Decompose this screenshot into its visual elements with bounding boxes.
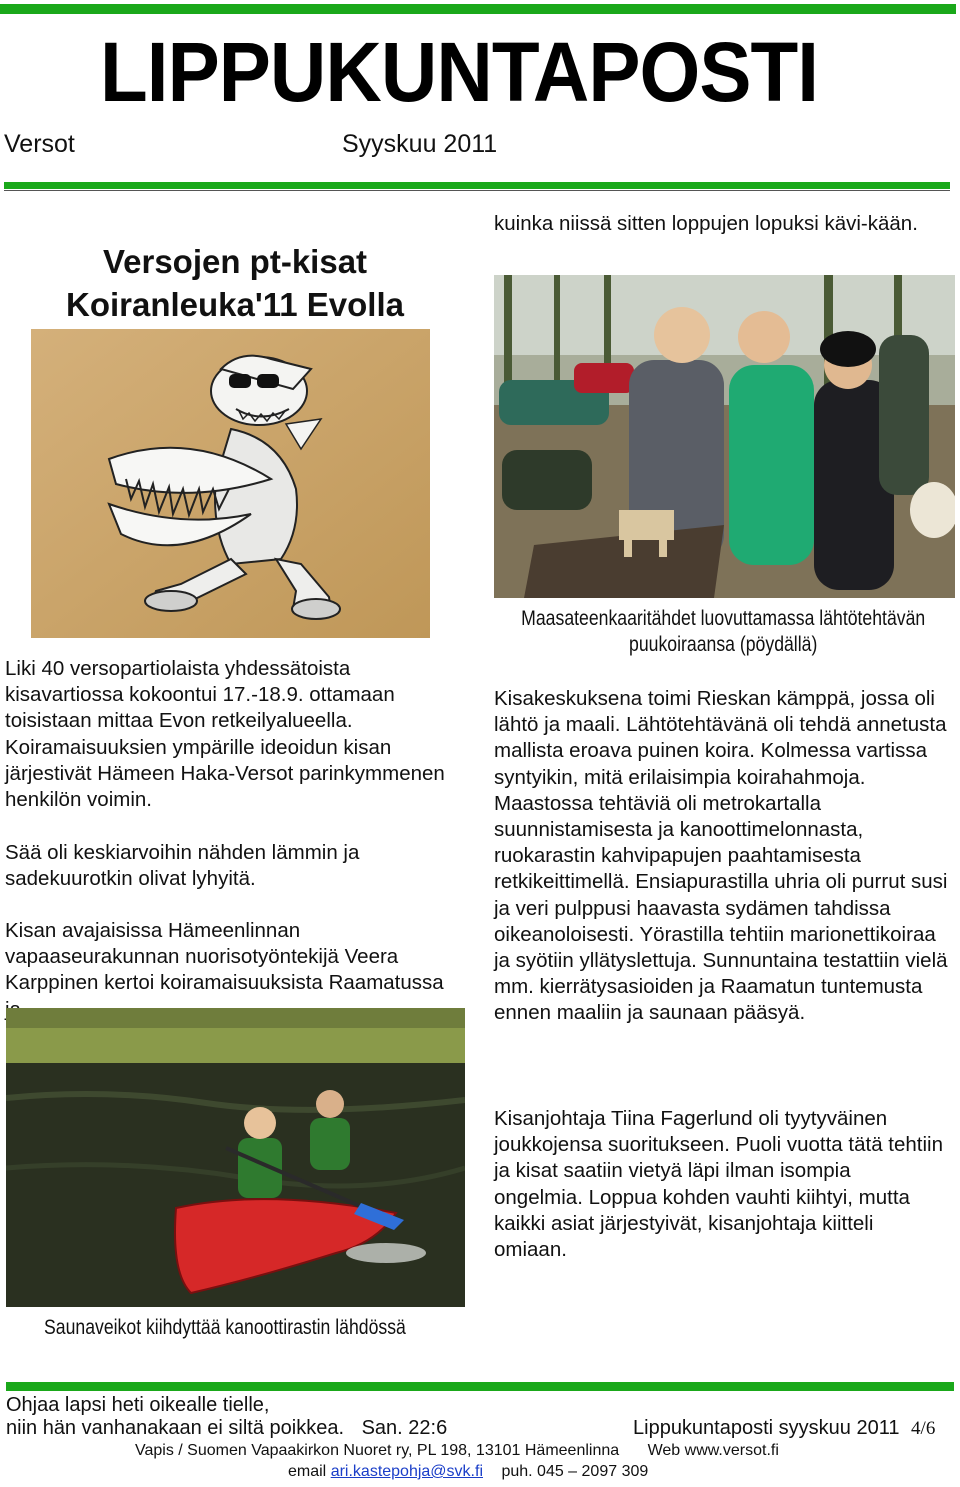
footer-org-line [135, 1441, 779, 1461]
masthead-rule-thin [4, 190, 950, 191]
masthead-rule [4, 182, 950, 189]
footer-phone: puh. 045 – 2097 309 [501, 1463, 649, 1480]
footer-quote-ref: San. 22:6 [361, 1417, 448, 1439]
right-paragraph-1: Kisakeskuksena toimi Rieskan kämppä, jossa oli lähtö ja maali. Lähtötehtävänä oli tehdä annetusta mallista eroava puinen koira. Kolmessa vartissa syntyikin, mitä erilaisimpia koirahahmoja. Maastossa tehtäviä oli metrokartalla suunnistamisesta ja kanoottimelonnasta, ruokarastin kahvipapujen paahtamisesta retkikeittimellä. Ensiapurastilla uhria oli purrut susi ja veri pulppusi haavasta sydämen tahdissa oikeanoloisesti. Yörastilla tehtiin marionettikoiraa ja syötiin yllätyslettuja. Sunnuntaina testattiin vielä mm. kierrätysasioiden ja Raamatun tuntemusta ennen maaliin ja saunaan pääsyä. [494, 687, 948, 1025]
group-photo-caption-text: Maasateenkaaritähdet luovuttamassa lähtötehtävän puukoiraansa (pöydällä) [521, 607, 926, 656]
canoe-photo-caption: Saunaveikot kiihdyttää kanoottirastin lähdössä [44, 1316, 406, 1339]
footer-quote-line-1: Ohjaa lapsi heti oikealle tielle, [6, 1394, 270, 1416]
footer-publication-name: Lippukuntaposti syyskuu 2011 [633, 1417, 900, 1439]
footer-rule [6, 1382, 954, 1391]
canoe-photo [6, 1008, 465, 1307]
headline-line-1: Versojen pt-kisat [102, 243, 368, 280]
footer-email-link[interactable]: ari.kastepohja@svk.fi [330, 1463, 483, 1480]
issue-date: Syyskuu 2011 [342, 130, 498, 158]
footer-contact-line [288, 1462, 648, 1482]
right-paragraph-2: Kisanjohtaja Tiina Fagerlund oli tyytyväinen joukkojensa suoritukseen. Puoli vuotta tätä tehtiin ja kisat saatiin vietyä läpi ilman isompia ongelmia. Loppua kohden vauhti kiihtyi, mutta kaikki asiat järjestyivät, kisanjohtaja kiitteli omiaan. [494, 1107, 943, 1262]
footer-email-label: email [288, 1463, 327, 1480]
section-name: Versot [4, 130, 75, 158]
footer-web: Web www.versot.fi [647, 1442, 779, 1459]
left-paragraph-2: Sää oli keskiarvoihin nähden lämmin ja sadekuurotkin olivat lyhyitä. [5, 841, 360, 891]
headline-line-2: Koiranleuka'11 Evolla [65, 286, 404, 323]
footer-page-number: 4/6 [911, 1418, 936, 1439]
top-rule [0, 4, 956, 14]
masthead-title: LIPPUKUNTAPOSTI [100, 25, 819, 119]
left-paragraph-3: Kisan avajaisissa Hämeenlinnan vapaaseurakunnan nuorisotyöntekijä Veera Karppinen kertoi koiramaisuuksista Raamatussa [5, 919, 444, 995]
group-photo-caption [509, 606, 937, 658]
footer-org: Vapis / Suomen Vapaakirkon Nuoret ry, PL 198, 13101 Hämeenlinna [135, 1442, 620, 1459]
dog-cartoon-drawing [31, 329, 430, 638]
footer-quote-line-2 [6, 1416, 447, 1440]
footer-publication [633, 1416, 935, 1441]
left-paragraph-1: Liki 40 versopartiolaista yhdessätoista kisavartiossa kokoontui 17.-18.9. ottamaan toisistaan mittaa Evon retkeilyalueella. Koiramaisuuksien ympärille ideoidun kisan järjestivät Hämeen Haka-Versot parinkymmenen henkilön voimin. [5, 657, 445, 812]
group-photo [494, 275, 955, 598]
footer-quote-text: niin hän vanhanakaan ei siltä poikkea. [6, 1417, 345, 1439]
right-top-continuation: kuinka niissä sitten loppujen lopuksi kävi-kään. [494, 212, 918, 235]
